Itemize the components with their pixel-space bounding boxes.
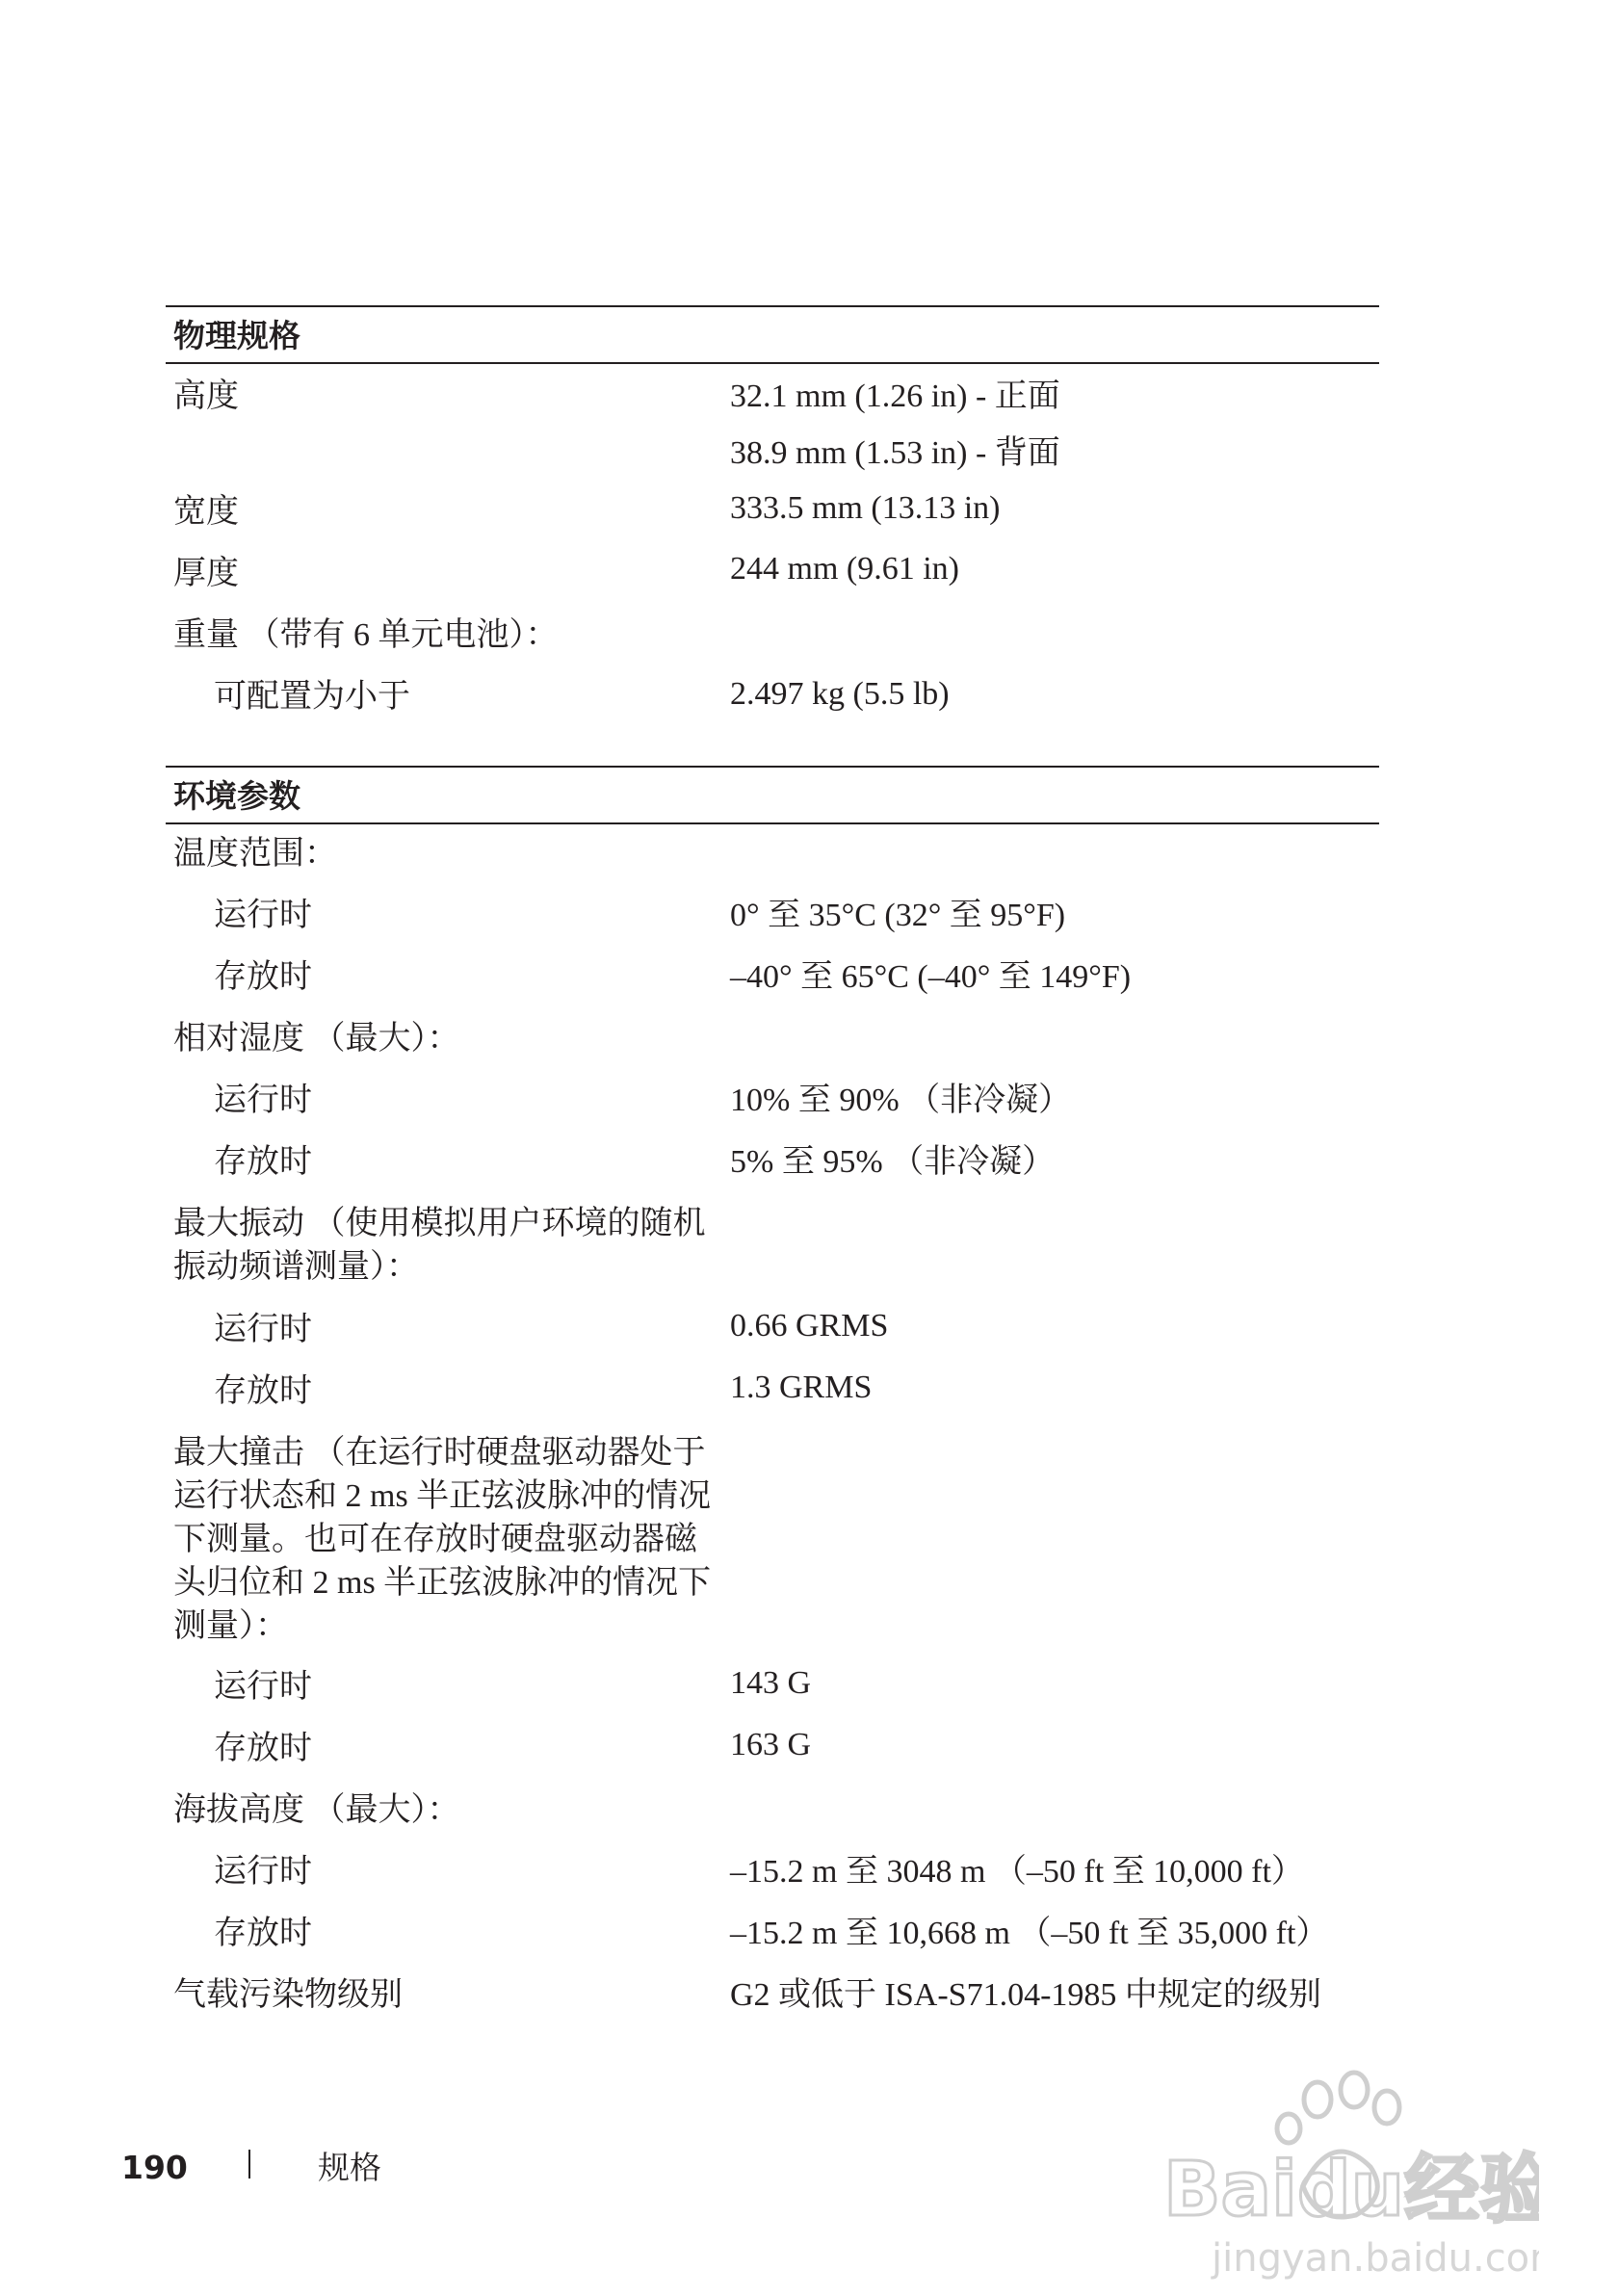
row-value: 0.66 GRMS (730, 1308, 889, 1344)
row-label: 重量 （带有 6 单元电池）： (173, 617, 559, 653)
table-row (166, 824, 1379, 886)
row-label: 存放时 (214, 959, 312, 995)
baidu-watermark (1135, 2051, 1539, 2283)
row-label: 宽度 (173, 494, 239, 530)
footer-divider (248, 2150, 250, 2179)
row-label: 运行时 (214, 1312, 312, 1347)
row-label: 最大撞击 （在运行时硬盘驱动器处于运行状态和 2 ms 半正弦波脉冲的情况下测量。也可在存放时硬盘驱动器磁头归位和 2 ms 半正弦波脉冲的情况下测量）： (173, 1435, 712, 1644)
row-value: 2.497 kg (5.5 lb) (730, 676, 950, 712)
table-row (166, 480, 1379, 541)
row-label: 存放时 (214, 1731, 312, 1766)
row-label: 运行时 (214, 1083, 312, 1118)
baidu-paw-icon (1135, 2051, 1539, 2283)
row-label: 可配置为小于 (214, 679, 410, 715)
environment-section (166, 766, 1379, 2027)
row-label: 运行时 (214, 898, 312, 933)
table-row (166, 422, 1379, 480)
row-label: 最大振动 （使用模拟用户环境的随机振动频谱测量）： (173, 1206, 706, 1285)
row-label: 温度范围： (173, 836, 337, 872)
row-value: 244 mm (9.61 in) (730, 551, 959, 587)
row-value: 163 G (730, 1727, 812, 1762)
section-heading: 环境参数 (166, 766, 1379, 824)
table-row (166, 603, 1379, 665)
row-label: 存放时 (214, 1916, 312, 1951)
row-label: 气载污染物级别 (173, 1977, 403, 2013)
row-value: –15.2 m 至 3048 m （–50 ft 至 10,000 ft） (730, 1854, 1304, 1890)
row-label: 高度 (173, 378, 239, 414)
row-value: 5% 至 95% （非冷凝） (730, 1144, 1056, 1180)
table-row (166, 1423, 1379, 1657)
row-value: 143 G (730, 1665, 812, 1701)
table-row (166, 1966, 1379, 2027)
row-label: 存放时 (214, 1144, 312, 1180)
row-label: 相对湿度 （最大）： (173, 1021, 460, 1057)
row-value: 1.3 GRMS (730, 1370, 873, 1405)
table-row (166, 886, 1379, 948)
table-row (166, 1904, 1379, 1966)
footer-section-title: 规格 (318, 2149, 381, 2186)
row-label: 厚度 (173, 556, 239, 591)
row-value: 0° 至 35°C (32° 至 95°F) (730, 898, 1066, 933)
physical-section (166, 305, 1379, 726)
table-row (166, 364, 1379, 422)
page-number: 190 (121, 2149, 188, 2186)
table-row (166, 1133, 1379, 1194)
row-value: –40° 至 65°C (–40° 至 149°F) (730, 959, 1132, 995)
table-row (166, 948, 1379, 1009)
table-row (166, 1362, 1379, 1423)
table-row (166, 1194, 1379, 1300)
row-value: 333.5 mm (13.13 in) (730, 490, 1001, 526)
table-row (166, 1071, 1379, 1133)
table-row (166, 665, 1379, 726)
table-row (166, 1657, 1379, 1719)
watermark-brand: Baidu经验 (1163, 2147, 1539, 2233)
row-value: 32.1 mm (1.26 in) - 正面 (730, 378, 1060, 414)
row-label: 运行时 (214, 1854, 312, 1890)
table-row (166, 1781, 1379, 1842)
row-value: 38.9 mm (1.53 in) - 背面 (730, 435, 1060, 471)
row-value: –15.2 m 至 10,668 m （–50 ft 至 35,000 ft） (730, 1916, 1329, 1951)
table-row (166, 1300, 1379, 1362)
table-row (166, 1719, 1379, 1781)
row-label: 海拔高度 （最大）： (173, 1792, 460, 1828)
table-row (166, 1009, 1379, 1071)
table-row (166, 1842, 1379, 1904)
watermark-url: jingyan.baidu.com (1212, 2236, 1539, 2281)
row-label: 运行时 (214, 1669, 312, 1705)
section-heading: 物理规格 (166, 305, 1379, 364)
table-row (166, 541, 1379, 603)
row-value: 10% 至 90% （非冷凝） (730, 1083, 1072, 1118)
row-label: 存放时 (214, 1373, 312, 1409)
row-value: G2 或低于 ISA-S71.04-1985 中规定的级别 (730, 1977, 1321, 2013)
